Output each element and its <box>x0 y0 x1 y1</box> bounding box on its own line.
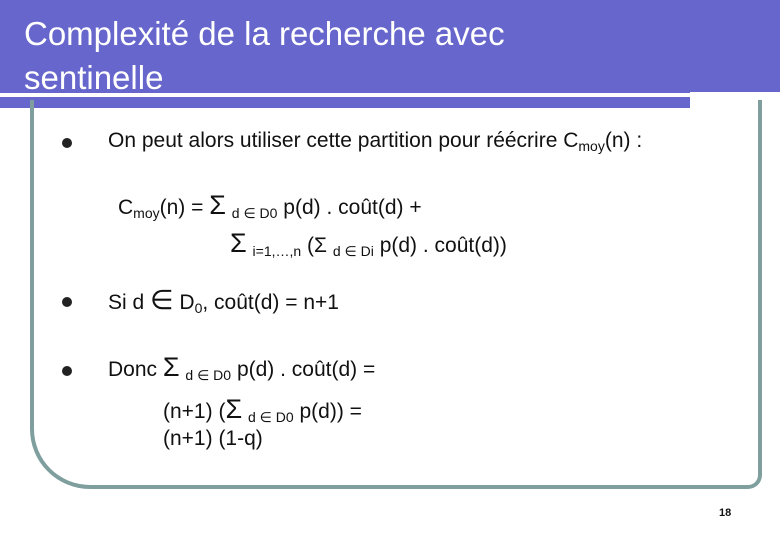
bullet-3-pre: Donc <box>108 358 158 381</box>
formula-line-2 <box>230 230 507 264</box>
bullet-1-tail: (n) : <box>604 129 643 152</box>
formula-sum-2-open: (Σ <box>307 234 328 257</box>
bullet-3-line-2 <box>163 396 362 430</box>
formula-c-tail: (n) = <box>159 196 204 219</box>
bullet-2-pre: Si d <box>108 291 145 314</box>
bullet-3-sigma: Σ <box>162 352 180 382</box>
bullet-text-3 <box>108 354 375 388</box>
formula-sum-2-index: i=1,…,n <box>252 243 302 259</box>
bullet-2-d-subscript: 0 <box>194 300 203 316</box>
formula-sum-1-index: d ∈ D0 <box>231 205 278 221</box>
bullet-3-line-3 <box>163 426 263 452</box>
bullet-3-line-2-index: d ∈ D0 <box>247 409 294 425</box>
bullet-3-line-3-text: (n+1) (1-q) <box>163 427 263 450</box>
bullet-3-line-2-expr: p(d)) = <box>299 400 362 423</box>
formula-sigma-2: Σ <box>230 228 247 258</box>
slide-title <box>24 12 684 100</box>
formula-line-1 <box>118 192 422 226</box>
bullet-text-1 <box>108 128 642 159</box>
element-of-symbol: ∈ <box>150 285 174 315</box>
formula-c: C <box>118 196 134 219</box>
bullet-text-2 <box>108 287 339 321</box>
bullet-dot-1 <box>62 138 72 148</box>
bullet-dot-3 <box>62 366 72 376</box>
page-number: 18 <box>719 507 732 519</box>
formula-sigma-1: Σ <box>209 190 226 220</box>
bullet-1-subscript: moy <box>578 138 605 154</box>
bullet-3-line-2-sigma: Σ <box>225 394 243 424</box>
bullet-dot-2 <box>62 297 72 307</box>
formula-c-subscript: moy <box>133 205 160 221</box>
bullet-2-tail: , coût(d) = n+1 <box>202 291 339 314</box>
bullet-1-main: On peut alors utiliser cette partition pour réécrire C <box>108 129 579 152</box>
slide-title-line-1: Complexité de la recherche avec <box>24 15 505 52</box>
bullet-3-line-2-pre: (n+1) ( <box>163 400 226 423</box>
bullet-2-d: D <box>179 291 195 314</box>
slide-title-line-2: sentinelle <box>24 59 164 96</box>
formula-sum-2-inner-index: d ∈ Di <box>332 243 374 259</box>
bullet-3-sum-index: d ∈ D0 <box>185 367 232 383</box>
formula-sum-1-expr: p(d) . coût(d) + <box>283 196 422 219</box>
bullet-3-expr: p(d) . coût(d) = <box>236 358 376 381</box>
formula-sum-2-expr: p(d) . coût(d)) <box>379 234 507 257</box>
